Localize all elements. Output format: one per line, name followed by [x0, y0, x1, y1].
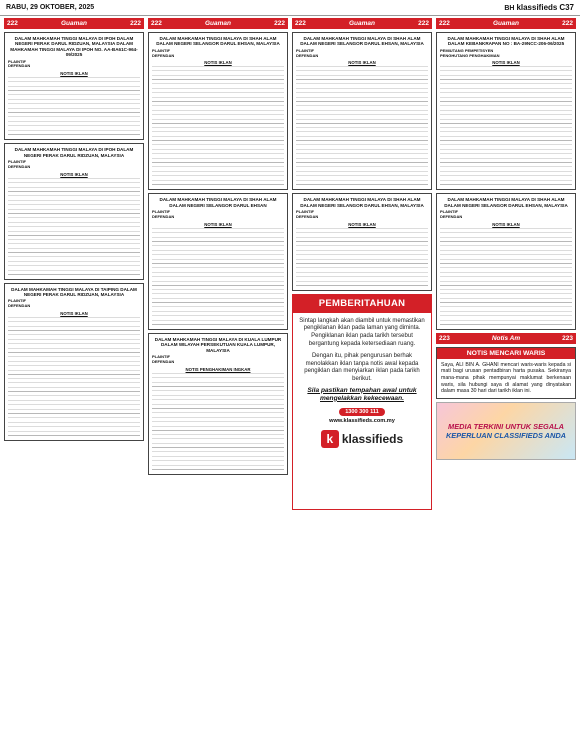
notice-party: PLAINTIF — [296, 47, 314, 53]
media-ad-line: KEPERLUAN CLASSIFIEDS ANDA — [445, 430, 567, 440]
notice-body-text — [8, 378, 140, 438]
notice-party: PLAINTIF — [152, 209, 170, 215]
notice-subtitle: NOTIS IKLAN — [60, 171, 88, 177]
notice-subtitle: NOTIS IKLAN — [348, 221, 376, 227]
notice-subtitle: NOTIS IKLAN — [348, 60, 376, 66]
website-link[interactable]: www.klassifieds.com.my — [329, 417, 395, 424]
notice-title: DALAM MAHKAMAH TINGGI MALAYA DI KUALA LUMPUR DALAM WILAYAH PERSEKUTUAN KUALA LUMPUR, MALAYSIA — [154, 336, 282, 353]
pemberitahuan-promo — [292, 294, 432, 510]
page-section-label: BH klassifieds C37 — [504, 3, 574, 12]
notice-body-text — [296, 66, 428, 126]
court-notice — [436, 193, 576, 329]
column-1 — [4, 18, 144, 729]
notice-subtitle: NOTIS IKLAN — [492, 221, 520, 227]
notice-title: DALAM MAHKAMAH TINGGI MALAYA DI IPOH DALAM NEGERI PERAK DARUL RIDZUAN, MALAYSIA — [14, 147, 134, 158]
notice-party: DEFENDAN — [8, 303, 31, 309]
notice-subtitle: NOTIS IKLAN — [204, 60, 232, 66]
notice-party: DEFENDAN — [8, 163, 31, 169]
notice-body-text — [152, 127, 284, 187]
notice-party: DEFENDAN — [296, 52, 319, 58]
notice-title: DALAM MAHKAMAH TINGGI MALAYA DI TAIPING DALAM NEGERI PERAK DARUL RIDZUAN, MALAYSIA — [11, 286, 137, 298]
notice-body-text — [440, 228, 572, 288]
phone-number[interactable]: 1300 300 111 — [339, 408, 385, 416]
column-4 — [436, 18, 576, 729]
notice-party: PLAINTIF — [8, 159, 26, 165]
promo-cta: Sila pastikan tempahan awal untuk mengelakkan kekecewaan. — [307, 386, 417, 402]
notice-title: DALAM MAHKAMAH TINGGI MALAYA DI IPOH DALAM NEGERI PERAK DARUL RIDZUAN, MALAYSIA DALAM MAHKAMAH TINGGI MALAYA DI IPOH NO. AA-BA61C-964-09/2025 — [10, 36, 138, 58]
notice-party: PLAINTIF — [296, 209, 314, 215]
notice-body-text — [440, 66, 572, 126]
notice-title: DALAM MAHKAMAH TINGGI MALAYA DI SHAH ALAM DALAM KEBANKRAPAN NO : BA-29NCC-206-06/2025 — [447, 36, 565, 47]
classified-columns — [4, 18, 576, 729]
notice-body-text — [8, 178, 140, 238]
notice-party: PLAINTIF — [8, 58, 26, 64]
notice-body-text — [152, 289, 284, 327]
notice-body-text — [152, 66, 284, 126]
notice-party: DEFENDAN — [152, 214, 175, 220]
notice-title: DALAM MAHKAMAH TINGGI MALAYA DI SHAH ALAM DALAM NEGERI SELANGOR DARUL EHSAN, MALAYSIA — [300, 197, 424, 208]
column-2 — [148, 18, 288, 729]
notice-party: DEFENDAN — [152, 358, 175, 364]
notice-party: DEFENDAN — [8, 63, 31, 69]
section-header: 222 Guaman 222 — [148, 18, 288, 29]
notice-body-text — [152, 228, 284, 288]
notice-party: DEFENDAN — [296, 214, 319, 220]
waris-body: Saya, ALI BIN A. GHANI mencari waris-waris kepada si mati bagi urusan pentadbiran harta pusaka. Sekiranya mana-mana pihak mempunyai maklumat berkenaan waris, sila hubungi saya di alamat yang dinyatakan dalam masa 30 hari dari tarikh iklan ini. — [441, 361, 571, 395]
court-notice — [4, 32, 144, 140]
section-header: 222 Guaman 222 — [4, 18, 144, 29]
media-advert — [436, 402, 576, 460]
section-header: 222 Guaman 222 — [436, 18, 576, 29]
notice-party: PENGHUTANG PENGHAKIMAN — [440, 52, 500, 58]
notice-subtitle: NOTIS IKLAN — [492, 60, 520, 66]
notice-party: PLAINTIF — [8, 298, 26, 304]
notice-party: PEMIUTANG PEMPETISYEN — [440, 47, 494, 53]
media-ad-line: MEDIA TERKINI UNTUK SEGALA — [448, 421, 564, 431]
notice-body-text — [296, 127, 428, 187]
notice-body-text — [152, 434, 284, 472]
page-date: RABU, 29 OKTOBER, 2025 — [6, 4, 95, 11]
court-notice — [292, 32, 432, 190]
notice-party: PLAINTIF — [152, 354, 170, 360]
promo-text: Sintap langkah akan diambil untuk memastikan pengiklanan iklan pada laman yang diminta. Pengiklanan iklan pada tarikh tersebut bergantung kepada ketersediaan ruang. — [299, 317, 425, 347]
page-header — [0, 0, 580, 16]
section-header-notis-am: 223 Notis Am 223 — [436, 333, 576, 344]
notice-party: DEFENDAN — [440, 214, 463, 220]
promo-contacts — [329, 408, 395, 424]
notice-body-text — [296, 228, 428, 288]
klassifieds-k-icon: k — [321, 430, 339, 448]
court-notice — [4, 283, 144, 441]
court-notice — [292, 193, 432, 290]
notice-party: DEFENDAN — [152, 52, 175, 58]
notice-body-text — [440, 127, 572, 187]
notice-body-text — [152, 373, 284, 433]
notice-subtitle: NOTIS IKLAN — [204, 221, 232, 227]
notice-subtitle: NOTIS IKLAN — [60, 71, 88, 77]
notice-title: DALAM MAHKAMAH TINGGI MALAYA DI SHAH ALAM DALAM NEGERI SELANGOR DARUL EHSAN, MALAYSIA — [156, 36, 280, 47]
section-header: 222 Guaman 222 — [292, 18, 432, 29]
court-notice — [4, 143, 144, 279]
notice-party: PLAINTIF — [440, 209, 458, 215]
klassifieds-logo: k klassifieds — [321, 430, 403, 448]
notice-subtitle: NOTIS PENGHAKIMAN INGKAR — [185, 366, 251, 372]
promo-banner: PEMBERITAHUAN — [293, 295, 431, 313]
waris-title: NOTIS MENCARI WARIS — [437, 348, 575, 359]
notice-title: DALAM MAHKAMAH TINGGI MALAYA DI SHAH ALAM DALAM NEGERI SELANGOR DARUL EHSAN, MALAYSIA — [444, 197, 568, 208]
column-3 — [292, 18, 432, 729]
notice-body-text — [8, 317, 140, 377]
court-notice — [148, 32, 288, 190]
notice-subtitle: NOTIS IKLAN — [60, 311, 88, 317]
court-notice — [148, 193, 288, 329]
notice-body-text — [440, 289, 572, 327]
notice-body-text — [8, 239, 140, 277]
court-notice — [148, 333, 288, 475]
notice-title: DALAM MAHKAMAH TINGGI MALAYA DI SHAH ALAM DALAM NEGERI SELANGOR DARUL EHSAN, MALAYSIA — [300, 36, 424, 47]
notis-mencari-waris — [436, 347, 576, 399]
notice-party: PLAINTIF — [152, 47, 170, 53]
notice-body-text — [8, 77, 140, 137]
promo-text: Dengan itu, pihak pengurusan berhak menolakkan iklan tanpa notis awal kepada pengiklan dan menyiarkan iklan pada tarikh berikut. — [304, 353, 420, 382]
court-notice — [436, 32, 576, 190]
notice-title: DALAM MAHKAMAH TINGGI MALAYA DI SHAH ALAM DALAM NEGERI SELANGOR DARUL EHSAN — [159, 197, 277, 208]
